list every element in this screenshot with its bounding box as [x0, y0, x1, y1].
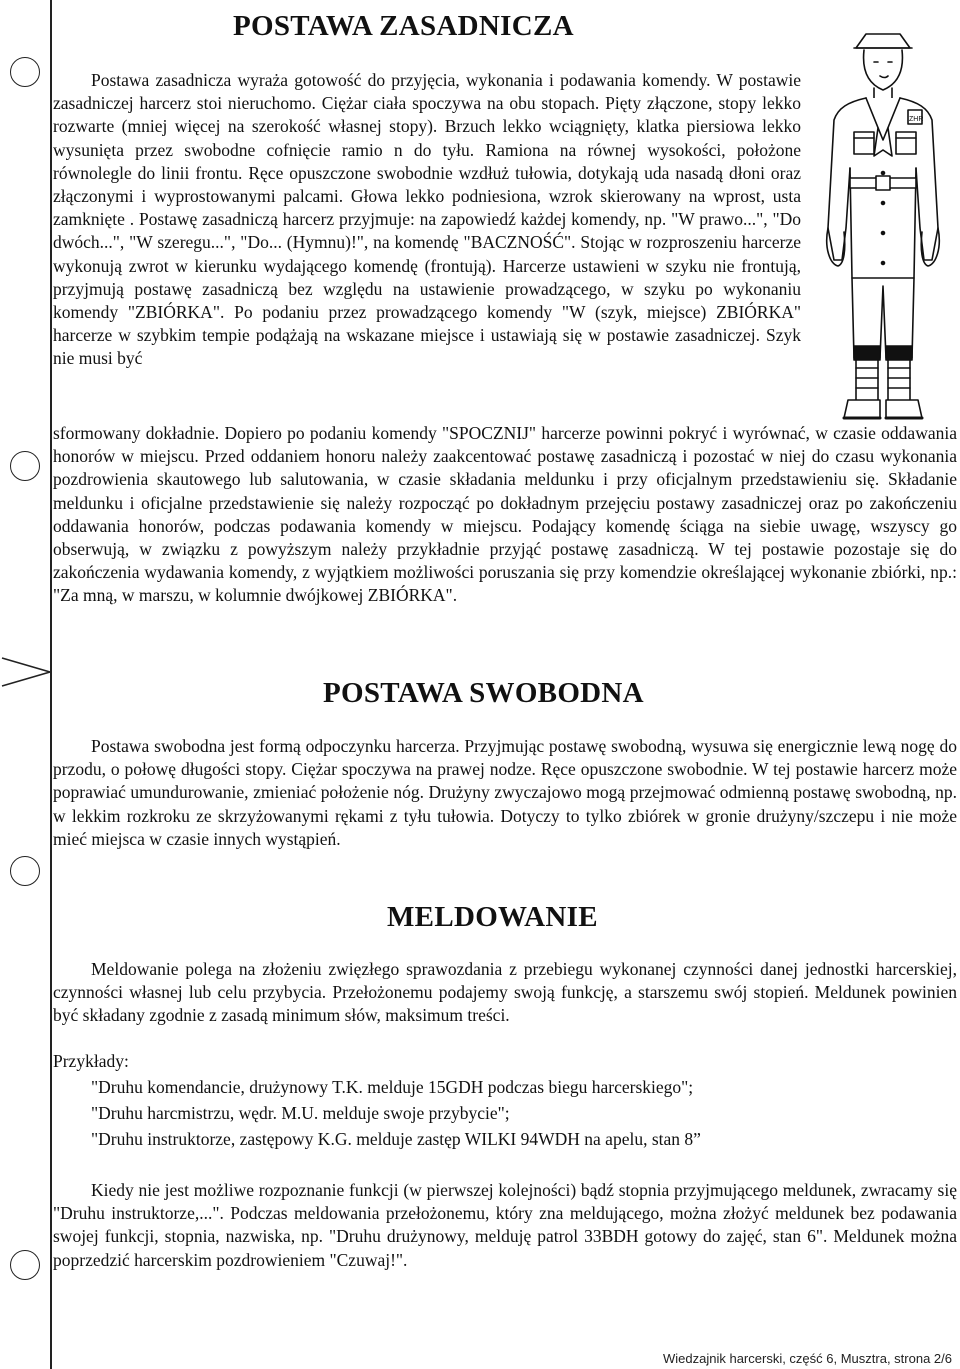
binder-hole-icon [10, 57, 40, 87]
scout-figure-icon [808, 28, 958, 428]
page-footer: Wiedzajnik harcerski, część 6, Musztra, strona 2/6 [663, 1351, 952, 1366]
example-line: "Druhu instruktorze, zastępowy K.G. melduje zastęp WILKI 94WDH na apelu, stan 8” [91, 1129, 701, 1149]
paragraph-meldowanie-1: Meldowanie polega na złożeniu zwięzłego sprawozdania z przebiegu wykonanej czynności danej jednostki harcerskiej, czynności własnej lub celu przybycia. Przełożonemu podajemy swoją funkcję, a starszemu swój stopień. Meldunek powinien być składany zgodnie z zasadą minimum słów, maksimum treści. [53, 959, 957, 1026]
section-title-meldowanie: MELDOWANIE [387, 901, 598, 933]
paragraph-postawa-zasadnicza-1: Postawa zasadnicza wyraża gotowość do przyjęcia, wykonania i podawania komendy. W postawie zasadniczej harcerz stoi nieruchomo. Ciężar ciała spoczywa na obu stopach. Pięty złączone, stopy lekko rozwarte (mniej więcej na szerokość własnej stopy). Brzuch lekko wciągnięty, klatka piersiowa lekko wysunięta przez swobodne cofnięcie ramio n do tyłu. Ramiona na równej wysokości, położone równolegle do linii frontu. Ręce opuszczone swobodnie wzdłuż tułowia, dotykają uda nasadą dłoni oraz złączonymi i wyprostowanymi palcami. Głowa lekko podniesiona, wzrok skierowany na wprost, usta zamknięte . Postawę zasadniczą harcerz przyjmuje: na zapowiedź każdej komendy, np. "W prawo...", "Do dwóch...", "W szeregu...", "Do... (Hymnu)!", na komendę "BACZNOŚĆ". Stojąc w rozproszeniu harcerze wykonują zwrot w kierunku wydającego komendę (frontują). Harcerze ustawieni w szyku nie frontują, przyjmują postawę zasadniczą bez względu na ustawienie prowadzącego, w szyku po wykonaniu komendy "ZBIÓRKA". Po podaniu przez prowadzącego komendy "W (szyk, miejsce) ZBIÓRKA" harcerze w szybkim tempie podążają na wskazane miejsce i ustawiają się w postawie zasadniczej. Szyk nie musi być [53, 70, 801, 369]
binder-hole-icon [10, 1250, 40, 1280]
paragraph-postawa-swobodna: Postawa swobodna jest formą odpoczynku harcerza. Przyjmując postawę swobodną, wysuwa się energicznie lewą nogę do przodu, o połowę długości stopy. Ciężar spoczywa na prawej nodze. Ręce opuszczone swobodnie. W tej postawie harcerz może poprawiać umundurowanie, zmieniać położenie nóg. Drużyny zwyczajowo mogą przejmować odmienną postawę swobodną, np. w lekkim rozkroku ze skrzyżowanymi rękami z tyłu tułowia. Dotyczy to tylko zbiórek w gronie drużyny/szczepu i nie może mieć miejsca w czasie innych wystąpień. [53, 736, 957, 849]
svg-text:ZHR: ZHR [909, 116, 924, 123]
examples-label: Przykłady: [53, 1051, 129, 1071]
section-title-postawa-zasadnicza: POSTAWA ZASADNICZA [233, 10, 574, 42]
example-line: "Druhu harcmistrzu, wędr. M.U. melduje swoje przybycie"; [91, 1103, 510, 1123]
binder-hole-icon [10, 856, 40, 886]
paragraph-postawa-zasadnicza-2: sformowany dokładnie. Dopiero po podaniu komendy "SPOCZNIJ" harcerze powinni pokryć i wyrównać, w czasie oddawania honorów w miejscu. Przed oddaniem honoru należy zaakcentować postawę zasadniczą i pozostać w niej do czasu wykonania pozdrowienia skautowego lub salutowania, w czasie składania meldunku i przy oficjalnym przedstawieniu się. Składanie meldunku i oficjalne przedstawienie się należy rozpocząć po dokładnym przejęciu postawy zasadniczej oraz po zakończeniu oddawania honorów, podczas podawania komendy w miejscu. Podający komendę ściąga na siebie uwagę, wszyscy go obserwują, w związku z powyższym należy przykładnie przyjąć postawę zasadniczą. W tej postawie pozostaje się do zakończenia wydawania komendy, z wyjątkiem możliwości poruszania się przy komendzie określającej wykonanie zbiórki, np.: "Za mną, w marszu, w kolumnie dwójkowej ZBIÓRKA". [53, 423, 957, 606]
fold-marker-icon [0, 654, 52, 690]
paragraph-meldowanie-2: Kiedy nie jest możliwe rozpoznanie funkcji (w pierwszej kolejności) bądź stopnia przyjmującego meldunek, zwracamy się "Druhu instruktorze,...". Podczas meldowania przełożonemu, który zna meldującego, można złożyć meldunek bez podawania swojej funkcji, stopnia, nazwiska, np. "Druhu drużynowy, melduję patrol 33BDH gotowy do zajęć, stan 6". Meldunek można poprzedzić harcerskim pozdrowieniem "Czuwaj!". [53, 1180, 957, 1270]
binder-hole-icon [10, 451, 40, 481]
section-title-postawa-swobodna: POSTAWA SWOBODNA [323, 677, 644, 709]
example-line: "Druhu komendancie, drużynowy T.K. melduje 15GDH podczas biegu harcerskiego"; [91, 1077, 694, 1097]
